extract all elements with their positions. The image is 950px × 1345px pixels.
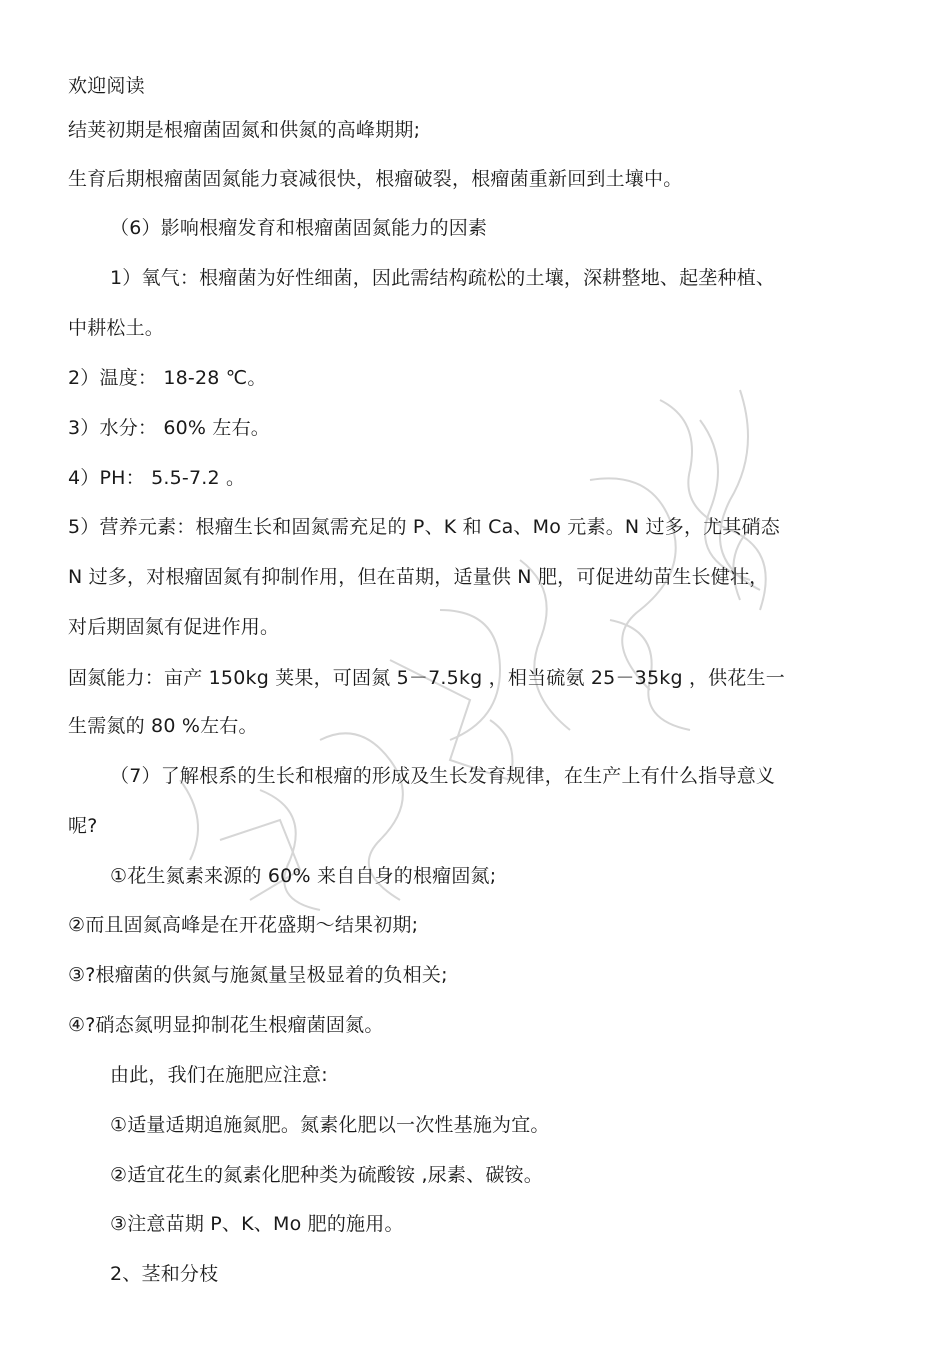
section-heading: （6）影响根瘤发育和根瘤菌固氮能力的因素: [110, 217, 488, 239]
paragraph-line: 4）PH： 5.5-7.2 。: [68, 467, 246, 489]
section-heading: 2、茎和分枝: [110, 1263, 219, 1285]
paragraph-line: 固氮能力：亩产 150kg 荚果，可固氮 5－7.5kg ，相当硫氨 25－35kg ，供花生一: [68, 667, 785, 689]
paragraph-line: 生需氮的 80 %左右。: [68, 715, 258, 737]
section-heading: （7）了解根系的生长和根瘤的形成及生长发育规律，在生产上有什么指导意义: [110, 765, 776, 787]
paragraph-line: 对后期固氮有促进作用。: [68, 616, 280, 638]
paragraph-line: 中耕松土。: [68, 317, 165, 339]
paragraph-line: 结荚初期是根瘤菌固氮和供氮的高峰期期;: [68, 119, 421, 141]
paragraph-line: 呢?: [68, 815, 98, 837]
list-item: ②而且固氮高峰是在开花盛期～结果初期;: [68, 914, 419, 936]
paragraph-line: 5）营养元素：根瘤生长和固氮需充足的 P、K 和 Ca、Mo 元素。N 过多，尤其硝态: [68, 516, 780, 538]
header-text: 欢迎阅读: [68, 75, 145, 97]
list-item: ④?硝态氮明显抑制花生根瘤菌固氮。: [68, 1014, 384, 1036]
list-item: ①适量适期追施氮肥。氮素化肥以一次性基施为宜。: [110, 1114, 550, 1136]
paragraph-line: 生育后期根瘤菌固氮能力衰减很快，根瘤破裂，根瘤菌重新回到土壤中。: [68, 168, 683, 190]
list-item: ③注意苗期 P、K、Mo 肥的施用。: [110, 1213, 404, 1235]
watermark-graphic: [140, 360, 860, 920]
paragraph-line: 2）温度： 18-28 ℃。: [68, 367, 267, 389]
paragraph-line: N 过多，对根瘤固氮有抑制作用，但在苗期，适量供 N 肥，可促进幼苗生长健壮，: [68, 566, 769, 588]
paragraph-line: 由此，我们在施肥应注意:: [110, 1064, 328, 1086]
list-item: ②适宜花生的氮素化肥种类为硫酸铵 ,尿素、碳铵。: [110, 1164, 543, 1186]
paragraph-line: 1）氧气：根瘤菌为好性细菌，因此需结构疏松的土壤，深耕整地、起垄种植、: [110, 267, 776, 289]
list-item: ①花生氮素来源的 60% 来自自身的根瘤固氮;: [110, 865, 497, 887]
paragraph-line: 3）水分： 60% 左右。: [68, 417, 270, 439]
list-item: ③?根瘤菌的供氮与施氮量呈极显着的负相关;: [68, 964, 448, 986]
